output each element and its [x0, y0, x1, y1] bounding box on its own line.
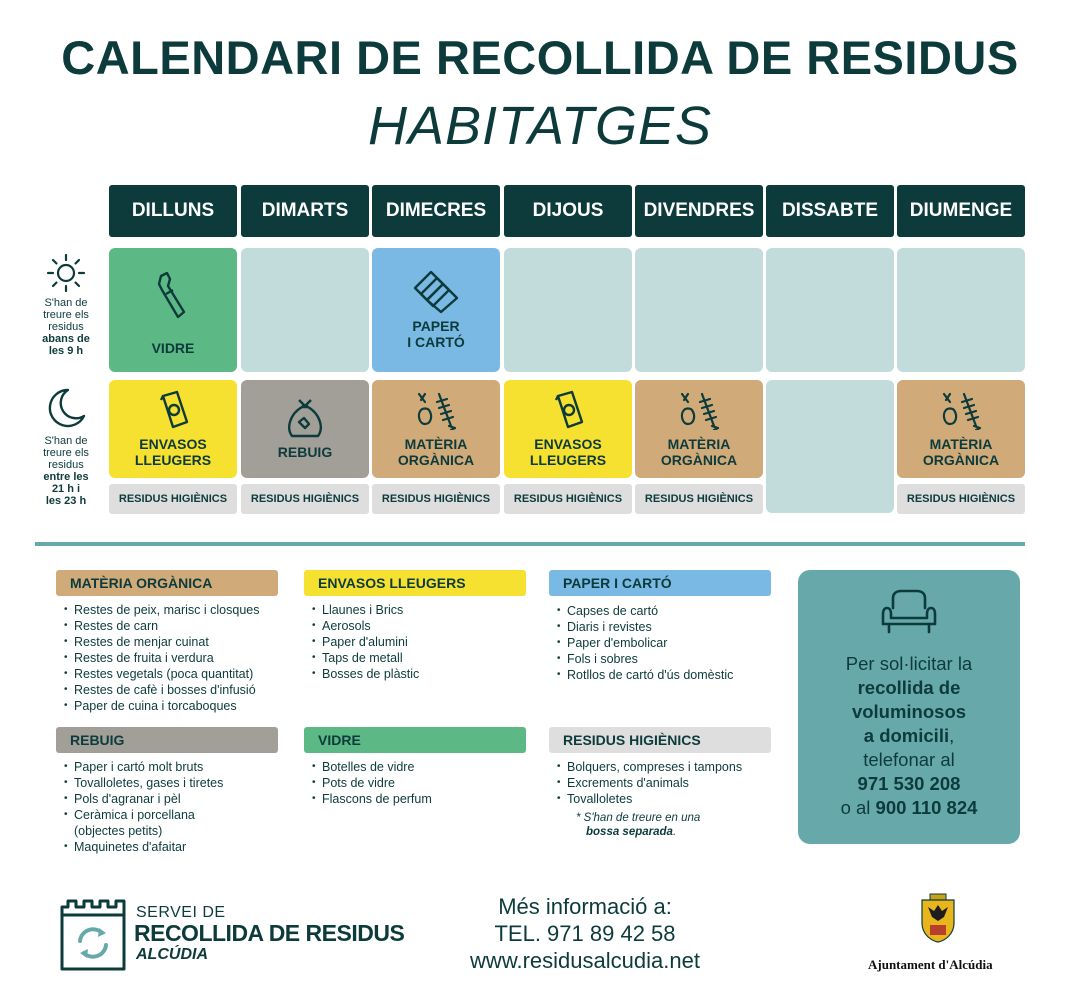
bottle-icon	[153, 272, 193, 322]
cell-dijous-morning	[504, 248, 632, 372]
list-organica: • Restes de peix, marisc i closques • Restes de carn • Restes de menjar cuinat • Restes de fruita i verdura • Restes vegetals (poca quantitat) • Restes de cafè i bosses d'infusió • Paper de cuina i torcaboques	[56, 602, 296, 714]
cell-divendres-morning	[635, 248, 763, 372]
list-paper: • Capses de cartó • Diaris i revistes • Paper d'embolicar • Fols i sobres • Rotllos de cartó d'ús domèstic	[549, 603, 789, 683]
list-envasos: • Llaunes i Brics • Aerosols • Paper d'alumini • Taps de metall • Bosses de plàstic	[304, 602, 534, 682]
moon-icon	[42, 386, 88, 437]
cell-dijous-envasos: ENVASOS LLEUGERS	[504, 380, 632, 478]
hygiene-dijous: RESIDUS HIGIÈNICS	[504, 484, 632, 514]
hygiene-note: * S'han de treure en una bossa separada.	[576, 812, 701, 838]
day-header-dimecres: DIMECRES	[372, 185, 500, 237]
service-line-2: RECOLLIDA DE RESIDUS	[134, 920, 405, 946]
cell-dilluns-vidre: VIDRE	[109, 248, 237, 372]
day-header-dijous: DIJOUS	[504, 185, 632, 237]
hygiene-divendres: RESIDUS HIGIÈNICS	[635, 484, 763, 514]
coat-of-arms-icon	[920, 893, 956, 948]
info-phone[interactable]: TEL. 971 89 42 58	[494, 921, 676, 946]
day-header-diumenge: DIUMENGE	[897, 185, 1025, 237]
list-vidre: • Botelles de vidre • Pots de vidre • Flascons de perfum	[304, 759, 534, 807]
list-rebuig: • Paper i cartó molt bruts • Tovalloletes, gases i tiretes • Pols d'agranar i pèl • Ceràmica i porcellana (objectes petits) • Maquinetes d'afaitar	[56, 759, 296, 855]
cell-dissabte-night	[766, 380, 894, 513]
trash-bag-icon	[282, 394, 328, 440]
can-icon	[548, 390, 588, 430]
category-header-paper: PAPER I CARTÓ	[549, 570, 771, 596]
day-header-dimarts: DIMARTS	[241, 185, 369, 237]
night-note: S'han de treure els residus entre les 21 h i les 23 h	[43, 435, 89, 507]
cell-dimecres-organica: MATÈRIA ORGÀNICA	[372, 380, 500, 478]
hygiene-diumenge: RESIDUS HIGIÈNICS	[897, 484, 1025, 514]
info-website-link[interactable]: www.residusalcudia.net	[470, 948, 700, 973]
cell-dimarts-rebuig: REBUIG	[241, 380, 369, 478]
service-line-3: ALCÚDIA	[136, 946, 208, 963]
organic-waste-icon	[413, 390, 459, 430]
phone-number-1[interactable]: 971 530 208	[857, 773, 961, 794]
ajuntament-label: Ajuntament d'Alcúdia	[868, 957, 993, 972]
cell-diumenge-organica: MATÈRIA ORGÀNICA	[897, 380, 1025, 478]
sun-icon	[44, 253, 88, 298]
list-higienics: • Bolquers, compreses i tampons • Excrements d'animals • Tovalloletes	[549, 759, 789, 807]
can-icon	[153, 390, 193, 430]
hygiene-dimarts: RESIDUS HIGIÈNICS	[241, 484, 369, 514]
bulky-collection-box	[798, 570, 1020, 844]
page-title: CALENDARI DE RECOLLIDA DE RESIDUS	[61, 31, 1019, 84]
category-header-organica: MATÈRIA ORGÀNICA	[56, 570, 278, 596]
category-header-higienics: RESIDUS HIGIÈNICS	[549, 727, 771, 753]
page-subtitle: HABITATGES	[367, 96, 713, 156]
category-header-rebuig: REBUIG	[56, 727, 278, 753]
cell-dilluns-envasos: ENVASOS LLEUGERS	[109, 380, 237, 478]
cell-dimecres-paper: PAPER I CARTÓ	[372, 248, 500, 372]
paper-icon	[411, 268, 461, 314]
organic-waste-icon	[676, 390, 722, 430]
service-logo-icon	[58, 895, 128, 976]
day-header-dissabte: DISSABTE	[766, 185, 894, 237]
cell-diumenge-morning	[897, 248, 1025, 372]
service-line-1: SERVEI DE	[136, 904, 226, 921]
bulky-text: Per sol·licitar la recollida de voluminosos a domicili, telefonar al 971 530 208 o al 900 110 824	[840, 653, 978, 818]
cell-divendres-organica: MATÈRIA ORGÀNICA	[635, 380, 763, 478]
phone-number-2[interactable]: 900 110 824	[875, 797, 978, 818]
category-header-envasos: ENVASOS LLEUGERS	[304, 570, 526, 596]
section-divider	[35, 542, 1025, 546]
more-info: Més informació a: TEL. 971 89 42 58 www.residusalcudia.net	[400, 893, 770, 974]
organic-waste-icon	[938, 390, 984, 430]
cell-dimarts-morning	[241, 248, 369, 372]
morning-note: S'han de treure els residus abans de les 9 h	[42, 297, 90, 357]
category-header-vidre: VIDRE	[304, 727, 526, 753]
armchair-icon	[881, 588, 937, 636]
hygiene-dimecres: RESIDUS HIGIÈNICS	[372, 484, 500, 514]
hygiene-dilluns: RESIDUS HIGIÈNICS	[109, 484, 237, 514]
day-header-dilluns: DILLUNS	[109, 185, 237, 237]
day-header-divendres: DIVENDRES	[635, 185, 763, 237]
cell-dissabte-morning	[766, 248, 894, 372]
